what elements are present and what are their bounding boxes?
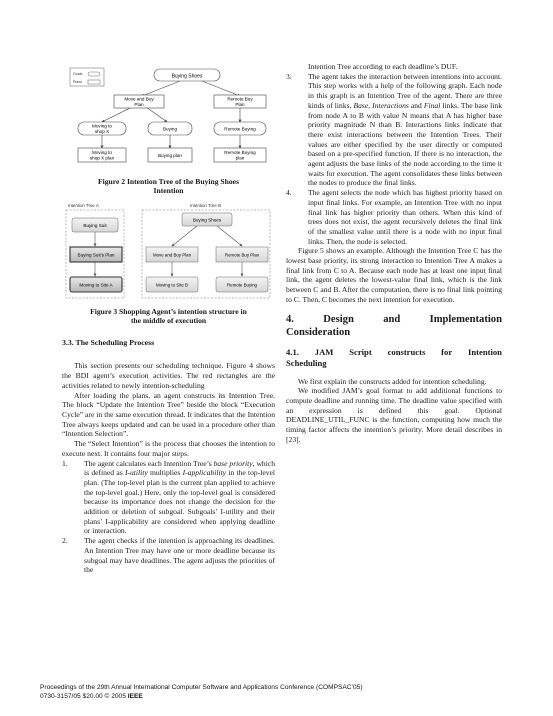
step-text: links. The base link from node A to B with value N means that A has higher base priority magnitude N than B. Interactions links indicate that there exist interactions between the Intention Trees. Their values are either specified by the user directly or computed based on a pre-specified function. If there is no interaction, the agent adjusts the base links of the node according to the time it waits for execution. The agent consolidates these links between the nodes to produce the final links.: [308, 100, 502, 188]
figure-3-caption: [62, 307, 275, 326]
node-remote-buying-plan-l1: Remote Buying: [224, 150, 256, 155]
node-remote-buy-plan-l2: Plan: [235, 102, 245, 107]
step-text: in the top-level plan. (The top-level plan is the current plan applied to achieve the top-level goal.) Here, only the top-level goal is considered because its importance does not change the decision for the addition or deletion of subgoal. Subgoals’ I-utility and their plans’ I-applicability are considered when applying deadline or interaction.: [84, 468, 276, 536]
paragraph: This section presents our scheduling technique. Figure 4 shows the BDI agent’s execution activities. The red rectangles are the activities related to newly intention-scheduling: [62, 361, 275, 390]
step-number: 3.: [286, 71, 292, 81]
node-move-and-buy-plan-b: Move and Buy Plan: [152, 252, 192, 258]
italic-term: I-applicability: [182, 468, 227, 478]
figure-2-caption-line2: Intention: [153, 186, 184, 196]
node-remote-buy-plan-b: Remote Buy Plan: [224, 252, 260, 258]
step-list: [286, 72, 502, 247]
figure-2-intention-tree: [62, 62, 275, 174]
page-footer: [40, 683, 363, 701]
node-buying-shoes: Buying Shoes: [171, 73, 203, 80]
node-buying-shoes-b: Buying Shoes: [192, 217, 222, 223]
figure-2-caption: [62, 177, 275, 196]
paragraph: After loading the plans, an agent constructs its Intention Tree. The block “Update the Intention Tree” beside the block “Execution Cycle” are in the same execution thread. It indicates that the Intention Tree always keeps updated and can be used in a procedure other than “Intention Selection”.: [62, 390, 275, 439]
heading-line-2: Scheduling: [286, 357, 327, 368]
heading-word: JAM: [314, 346, 334, 357]
node-buying-plan: Buying plan: [157, 152, 183, 158]
heading-word: Implementation: [429, 313, 502, 325]
node-remote-buying-plan-l2: plan: [235, 155, 245, 161]
section-heading-3-3: 3.3. The Scheduling Process: [62, 337, 155, 347]
step-text: , which is defined as: [84, 458, 275, 478]
label-intention-tree-b: Intention Tree B: [190, 202, 221, 208]
step-number: 2.: [62, 536, 68, 546]
italic-term: Base: [353, 100, 369, 110]
figure-2-caption-line1: Figure 2 Intention Tree of the Buying Shoes: [98, 176, 239, 186]
heading-word: 4.: [286, 313, 294, 325]
node-moving-to-shop-x-plan-l1: Moving to: [92, 150, 112, 155]
step-number: 4.: [286, 188, 292, 198]
figure-3-caption-line2: the middle of execution: [130, 316, 207, 326]
italic-term: Interactions: [372, 100, 409, 110]
label-intention-tree-a: Intention Tree A: [68, 202, 99, 208]
heading-word: for: [441, 346, 453, 357]
legend-plans: Plans: [73, 80, 82, 84]
footer-copyright: [40, 692, 363, 701]
paragraph: The “Select Intention” is the process that chooses the intention to execute next. It contains four major steps.: [62, 439, 275, 458]
figure-3-shopping-agent: [62, 200, 275, 304]
step-item: [286, 72, 502, 188]
node-remote-buying: Remote Buying: [224, 126, 256, 132]
heading-word: Intention: [468, 346, 502, 357]
node-moving-to-shop-x-l1: Moving to: [92, 123, 112, 129]
node-buying: Buying: [162, 126, 178, 132]
italic-term: Final: [423, 100, 441, 110]
paragraph: We modified JAM’s goal format to add additional functions to compute deadline and running time. The deadline value specified with an expression is defined this goal. Optional DEADLINE_UTIL_FUNC is the function, computing how much the timing factor affects the intention’s priority. More detail describes in [23].: [286, 386, 502, 444]
heading-word: Design: [323, 313, 354, 325]
step-number: 1.: [62, 458, 68, 468]
legend-goals: Goals: [73, 72, 83, 76]
step-list: [62, 459, 275, 575]
node-moving-to-shop-x-l2: shop X: [94, 129, 110, 134]
paragraph: Figure 5 shows an example. Although the Intention Tree C has the lowest base priority, its strong interaction to Intention Tree A makes a final link from C to A. Because each node has at least one input final link, the agent deletes the lowest-value final link, which is the link between C and B. After the computation, there is no final link pointing to C. Then, C becomes the next intention for execution.: [286, 246, 502, 304]
paragraph-continuation: Intention Tree according to each deadline’s DUF.: [308, 62, 458, 71]
figure-2-legend: [70, 68, 104, 86]
node-move-and-buy-plan-l2: Plan: [134, 102, 144, 107]
italic-term: I-utility: [124, 468, 148, 478]
figure-2-edges: [102, 81, 240, 148]
ieee-logo-text: IEEE: [127, 693, 143, 700]
node-moving-to-shop-x-plan-l2: shop X plan: [89, 155, 115, 161]
node-move-and-buy-plan-l1: Move and Buy: [124, 96, 154, 102]
heading-line-2: Consideration: [286, 326, 351, 338]
left-column: [62, 62, 275, 575]
step-text: The agent calculates each Intention Tree’s: [84, 458, 214, 468]
node-remote-buy-plan-l1: Remote Buy: [227, 96, 253, 102]
step-item: [62, 459, 275, 537]
section-heading-4: [286, 313, 502, 339]
step-text: The agent selects the node which has highest priority based on input final links. For example, an Intention Tree with no input final link has higher priority than others. When this kind of trees does not exist, the agent recursively deletes the final link of the smallest value until there is a node with no input final links. Then, the node is selected.: [308, 188, 502, 246]
heading-word: 4.1.: [286, 346, 299, 357]
heading-word: constructs: [387, 346, 426, 357]
right-column: [286, 62, 502, 445]
step-item: [286, 188, 502, 246]
node-moving-to-site-b: Moving to Site B: [156, 282, 188, 288]
node-remote-buying-b: Remote Buying: [226, 282, 258, 288]
step-text: The agent checks if the intention is approaching its deadlines. An Intention Tree may have one or more deadline because its subgoal may have deadlines. The agent adjusts the priorities of the: [84, 536, 275, 575]
node-buying-suit: Buying Suit: [83, 222, 107, 228]
italic-term: base priority: [213, 458, 253, 468]
section-heading-4-1: [286, 347, 502, 369]
figure-3-caption-line1: Figure 3 Shopping Agent’s intention structure in: [90, 306, 247, 316]
step-text: multiplies: [147, 468, 183, 478]
step-item: [62, 536, 275, 575]
step-text: ,: [368, 100, 373, 110]
node-moving-to-site-a: Moving to Site A: [79, 282, 113, 288]
heading-word: Script: [349, 346, 372, 357]
footer-proceedings: Proceedings of the 29th Annual International Computer Software and Applications Conference (COMPSAC’05): [40, 684, 363, 691]
step-text: and: [408, 100, 424, 110]
heading-word: and: [383, 313, 401, 325]
step-text: The agent takes the interaction between intentions into account. This step works with a help of the following graph. Each node in this graph is an Intention Tree of the agent. There are three kinds of links,: [308, 71, 502, 110]
node-buying-suits-plan: Buying Suit's Plan: [77, 252, 115, 258]
footer-price: 0730-3157/05 $20.00 © 2005: [40, 693, 128, 700]
paragraph: We first explain the constructs added for intention scheduling.: [298, 376, 487, 386]
